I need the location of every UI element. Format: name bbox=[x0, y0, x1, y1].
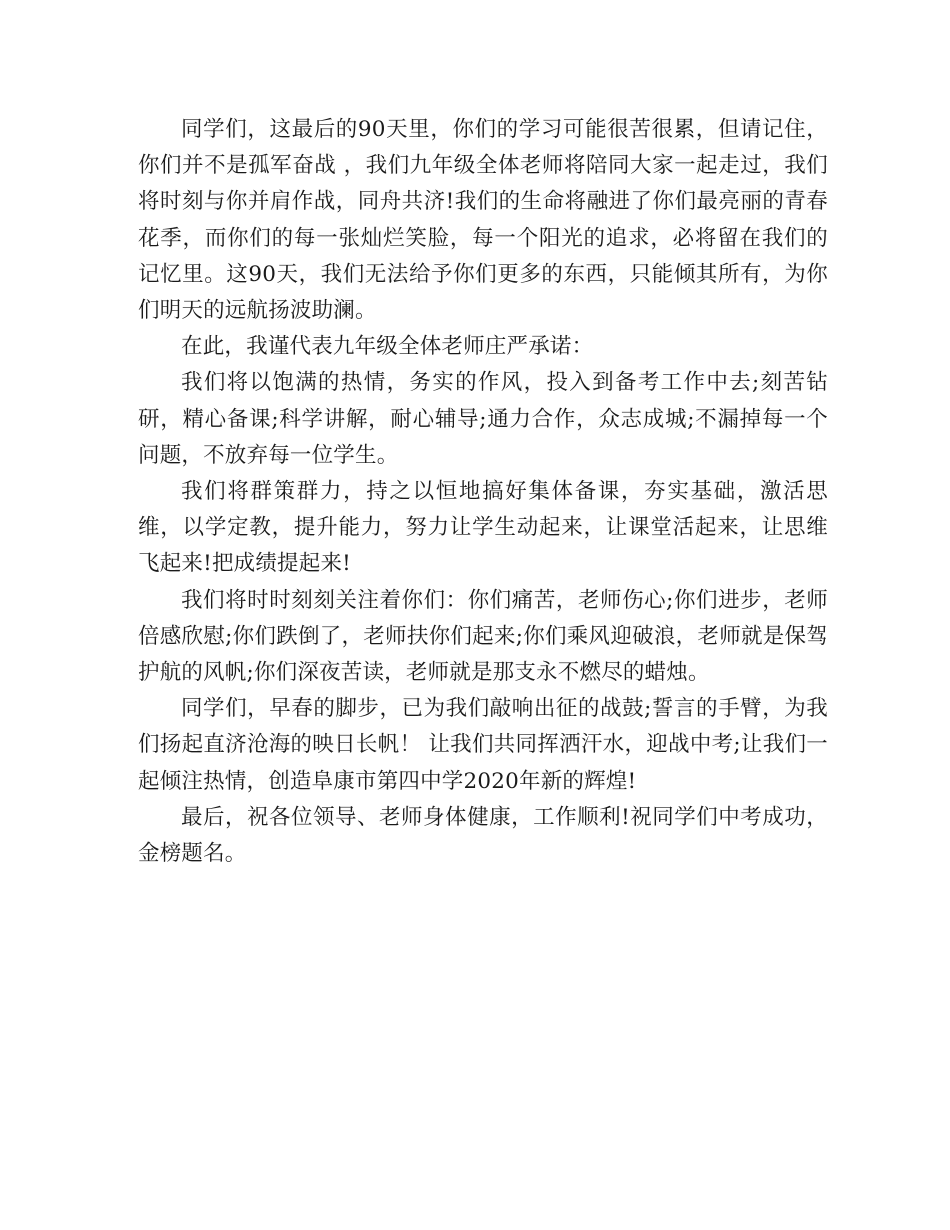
paragraph-1: 同学们，这最后的90天里，你们的学习可能很苦很累，但请记住，你们并不是孤军奋战 ，我们九年级全体老师将陪同大家一起走过，我们将时刻与你并肩作战，同舟共济!我们的生命将融进了你们最亮丽的青春花季，而你们的每一张灿烂笑脸，每一个阳光的追求，必将留在我们的记忆里。这90天，我们无法给予你们更多的东西，只能倾其所有，为你们明天的远航扬波助澜。 bbox=[138, 117, 828, 324]
document-body bbox=[138, 112, 828, 872]
paragraph-4: 我们将群策群力，持之以恒地搞好集体备课，夯实基础，激活思维，以学定教，提升能力，努力让学生动起来，让课堂活起来，让思维飞起来!把成绩提起来! bbox=[138, 479, 828, 577]
paragraph-5: 我们将时时刻刻关注着你们：你们痛苦，老师伤心;你们进步，老师倍感欣慰;你们跌倒了，老师扶你们起来;你们乘风迎破浪，老师就是保驾护航的风帆;你们深夜苦读，老师就是那支永不燃尽的蜡烛。 bbox=[138, 587, 828, 686]
paragraph-7: 最后，祝各位领导、老师身体健康，工作顺利!祝同学们中考成功，金榜题名。 bbox=[138, 804, 828, 867]
paragraph-3: 我们将以饱满的热情，务实的作风，投入到备考工作中去;刻苦钻研，精心备课;科学讲解，耐心辅导;通力合作，众志成城;不漏掉每一个问题，不放弃每一位学生。 bbox=[138, 370, 828, 468]
paragraph-6: 同学们，早春的脚步，已为我们敲响出征的战鼓;誓言的手臂，为我们扬起直济沧海的映日长帆！ 让我们共同挥洒汗水，迎战中考;让我们一起倾注热情，创造阜康市第四中学2020年新的辉煌! bbox=[138, 696, 828, 794]
paragraph-2: 在此，我谨代表九年级全体老师庄严承诺： bbox=[181, 334, 594, 360]
